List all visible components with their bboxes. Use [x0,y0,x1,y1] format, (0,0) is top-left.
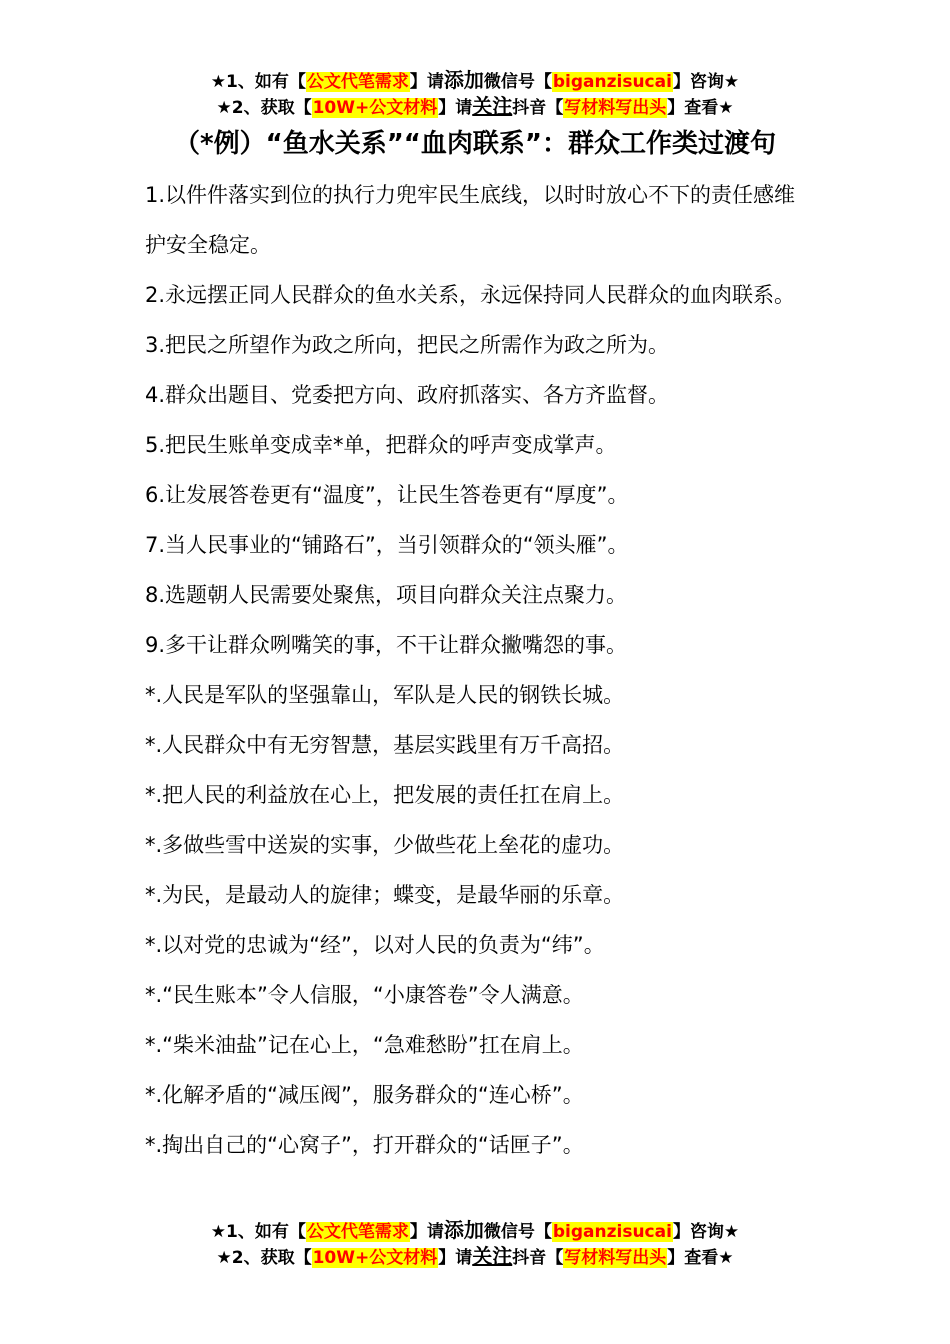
banner-text: ★1、如有【 [210,72,306,92]
list-item: *.人民群众中有无穷智慧，基层实践里有万千高招。 [145,733,625,757]
banner-text: 】请 [409,1222,444,1242]
banner-text: 】咨询★ [672,1222,740,1242]
list-item: 8.选题朝人民需要处聚焦，项目向群众关注点聚力。 [145,583,628,607]
banner-text: 】咨询★ [672,72,740,92]
document-title: （*例）“鱼水关系”“血肉联系”：群众工作类过渡句 [174,129,776,159]
footer-banner [0,1218,950,1270]
header-banner [0,68,950,120]
banner-text: 微信号【 [483,1222,552,1242]
banner-emphasis: 关注 [472,94,513,118]
list-item: *.把人民的利益放在心上，把发展的责任扛在肩上。 [145,783,625,807]
banner-text: ★1、如有【 [210,1222,306,1242]
highlight-wechat-id: biganzisucai [552,72,672,92]
list-item: 5.把民生账单变成幸*单，把群众的呼声变成掌声。 [145,433,617,457]
list-item: *.化解矛盾的“减压阀”，服务群众的“连心桥”。 [145,1083,584,1107]
banner-text: 】查看★ [667,98,734,118]
highlight-materials: 10W+公文材料 [312,1248,438,1268]
banner-line-2 [0,94,950,120]
highlight-service: 公文代笔需求 [306,72,409,92]
highlight-wechat-id: biganzisucai [552,1222,672,1242]
list-item: *.掏出自己的“心窝子”，打开群众的“话匣子”。 [145,1133,584,1157]
highlight-service: 公文代笔需求 [306,1222,409,1242]
banner-line-1 [0,1218,950,1244]
list-item: 4.群众出题目、党委把方向、政府抓落实、各方齐监督。 [145,383,670,407]
banner-text: 抖音【 [512,98,564,118]
highlight-douyin: 写材料写出头 [564,1248,667,1268]
banner-text: 】查看★ [667,1248,734,1268]
banner-line-1 [0,68,950,94]
banner-emphasis: 添加 [443,1218,484,1242]
list-item: *.多做些雪中送炭的实事，少做些花上垒花的虚功。 [145,833,625,857]
list-item: 2.永远摆正同人民群众的鱼水关系，永远保持同人民群众的血肉联系。 [145,283,796,307]
highlight-materials: 10W+公文材料 [312,98,438,118]
banner-emphasis: 添加 [443,68,484,92]
list-item: *.人民是军队的坚强靠山，军队是人民的钢铁长城。 [145,683,625,707]
list-item: *.“民生账本”令人信服，“小康答卷”令人满意。 [145,983,584,1007]
banner-text: ★2、获取【 [216,98,312,118]
banner-text: 】请 [438,98,473,118]
list-item: 3.把民之所望作为政之所向，把民之所需作为政之所为。 [145,333,670,357]
highlight-douyin: 写材料写出头 [564,98,667,118]
list-item: 7.当人民事业的“铺路石”，当引领群众的“领头雁”。 [145,533,629,557]
banner-text: 微信号【 [483,72,552,92]
banner-text: 抖音【 [512,1248,564,1268]
list-item: 6.让发展答卷更有“温度”，让民生答卷更有“厚度”。 [145,483,629,507]
list-item: 1.以件件落实到位的执行力兜牢民生底线，以时时放心不下的责任感维护安全稳定。 [145,183,796,257]
sentence-list [145,170,815,1170]
list-item: 9.多干让群众咧嘴笑的事，不干让群众撇嘴怨的事。 [145,633,628,657]
banner-text: 】请 [409,72,444,92]
list-item: *.“柴米油盐”记在心上，“急难愁盼”扛在肩上。 [145,1033,584,1057]
banner-text: 】请 [438,1248,473,1268]
banner-text: ★2、获取【 [216,1248,312,1268]
list-item: *.以对党的忠诚为“经”，以对人民的负责为“纬”。 [145,933,605,957]
banner-line-2 [0,1244,950,1270]
banner-emphasis: 关注 [472,1244,513,1268]
list-item: *.为民，是最动人的旋律；蝶变，是最华丽的乐章。 [145,883,625,907]
